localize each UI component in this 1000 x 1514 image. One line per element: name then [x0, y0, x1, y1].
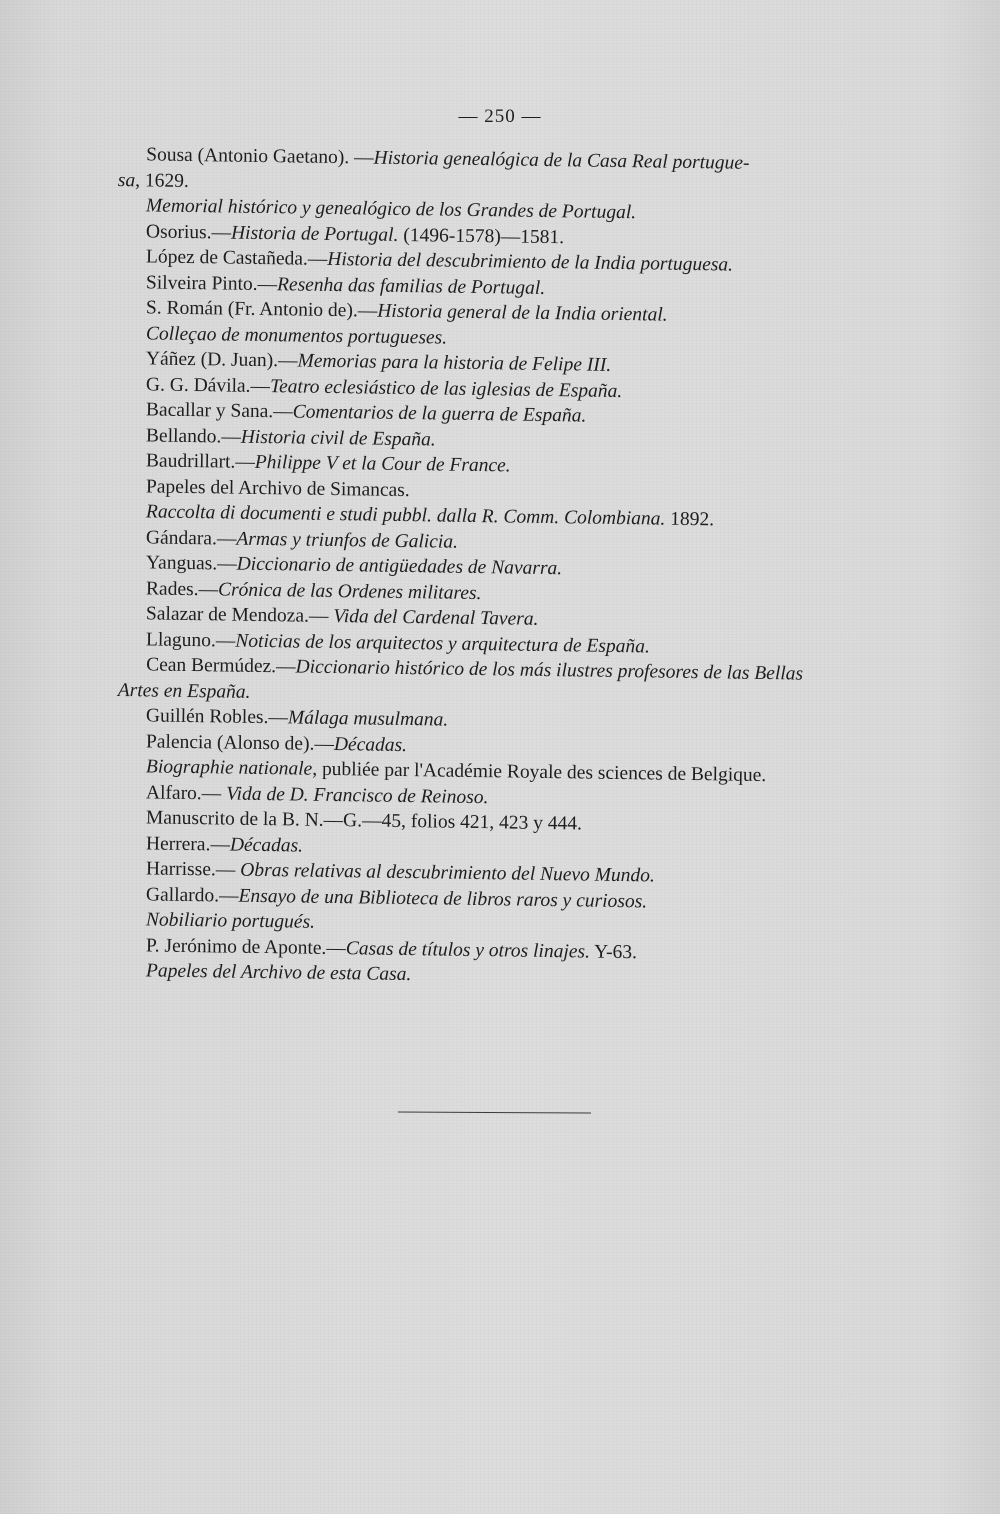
entry-title: Memorial histórico y genealógico de los Grandes de Portugal.: [145, 195, 637, 224]
entry-detail: , 1629.: [135, 169, 189, 192]
entry-title: Diccionario histórico de los más ilustres profesores de las Bellas: [295, 656, 804, 685]
entry-title: Colleçao de monumentos portugueses.: [145, 322, 448, 349]
entry-author: Bellando.—: [145, 424, 241, 448]
entry-author: Baudrillart.—: [145, 450, 255, 473]
entry-title: Memorias para la historia de Felipe III.: [297, 350, 612, 376]
entry-title: Vida del Cardenal Tavera.: [328, 605, 539, 630]
bibliography-list: [118, 142, 908, 984]
entry-title: sa: [117, 169, 136, 191]
entry-title: Málaga musulmana.: [287, 707, 449, 731]
entry-title: Teatro eclesiástico de las iglesias de España.: [269, 375, 623, 402]
end-rule: [398, 1111, 591, 1113]
entry-title: Vida de D. Francisco de Reinoso.: [221, 782, 489, 808]
entry-title: Casas de títulos y otros linajes.: [345, 937, 591, 963]
entry-author: G. G. Dávila.—: [145, 373, 271, 397]
entry-title: Philippe V et la Cour de France.: [254, 451, 511, 477]
entry-title: Historia del descubrimiento de la India portuguesa.: [327, 248, 734, 276]
entry-author: Osorius.—: [145, 220, 232, 244]
entry-author: López de Castañeda.—: [145, 246, 328, 270]
entry-author: Rades.—: [145, 577, 219, 600]
entry-author: Silveira Pinto.—: [145, 271, 278, 295]
entry-title: Noticias de los arquitectos y arquitectura de España.: [235, 630, 650, 657]
entry-title: Crónica de las Ordenes militares.: [217, 578, 482, 604]
entry-title: Décadas.: [229, 834, 304, 857]
entry-title: Armas y triunfos de Galicia.: [236, 528, 459, 553]
entry-author: Harrisse.—: [145, 858, 236, 881]
entry-title: Historia de Portugal.: [230, 222, 399, 246]
entry-author: Salazar de Mendoza.—: [145, 603, 329, 627]
page-number: — 250 —: [458, 106, 542, 127]
entry-author: Y-63.: [589, 941, 638, 963]
entry-author: Llaguno.—: [145, 628, 236, 652]
entry-author: (1496-1578)—1581.: [398, 224, 565, 248]
entry-author: Manuscrito de la B. N.—G.—45, folios 421, 423 y 444.: [145, 807, 583, 835]
entry-title: Historia genealógica de la Casa Real portugue-: [373, 147, 750, 174]
entry-author: Yáñez (D. Juan).—: [145, 348, 298, 372]
entry-title: Obras relativas al descubrimiento del Nuevo Mundo.: [235, 859, 656, 887]
entry-author: Palencia (Alonso de).—: [145, 730, 335, 755]
entry-author: P. Jerónimo de Aponte.—: [145, 934, 347, 959]
entry-title: Papeles del Archivo de esta Casa.: [145, 960, 412, 986]
entry-title: Décadas.: [333, 733, 408, 756]
entry-title: Artes en España.: [117, 679, 251, 703]
entry-author: Yanguas.—: [145, 552, 237, 575]
entry-author: Guillén Robles.—: [145, 705, 289, 729]
entry-title: Diccionario de antigüedades de Navarra.: [236, 553, 563, 580]
entry-author: Herrera.—: [145, 832, 231, 856]
entry-author: Sousa (Antonio Gaetano). —: [146, 144, 374, 169]
entry-title: Historia civil de España.: [240, 426, 436, 450]
entry-author: , publiée par l'Académie Royale des sciences de Belgique.: [312, 758, 767, 787]
entry-title: Resenha das familias de Portugal.: [276, 273, 546, 299]
entry-author: Papeles del Archivo de Simancas.: [145, 475, 410, 501]
entry-author: Gallardo.—: [145, 883, 239, 907]
entry-author: Cean Bermúdez.—: [146, 654, 296, 678]
entry-title: Biographie nationale: [145, 756, 313, 780]
entry-author: Bacallar y Sana.—: [145, 399, 293, 423]
entry-author: 1892.: [665, 508, 715, 531]
entry-author: Gándara.—: [145, 526, 237, 550]
entry-author: S. Román (Fr. Antonio de).—: [145, 297, 378, 322]
entry-title: Comentarios de la guerra de España.: [292, 401, 587, 427]
entry-title: Nobiliario portugués.: [145, 909, 316, 933]
entry-title: Historia general de la India oriental.: [377, 300, 668, 326]
entry-title: Ensayo de una Biblioteca de libros raros y curiosos.: [238, 885, 648, 912]
entry-author: Alfaro.—: [145, 781, 222, 804]
entry-title: Raccolta di documenti e studi pubbl. dalla R. Comm. Colombiana.: [145, 501, 666, 530]
